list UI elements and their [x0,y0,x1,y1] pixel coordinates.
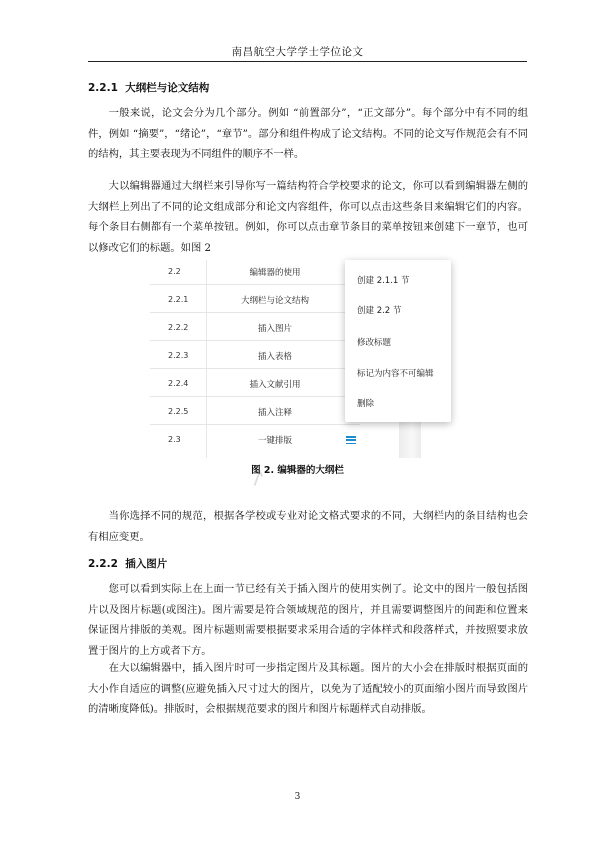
page-number: 3 [294,792,301,802]
outline-row-number: 2.2 [168,267,181,276]
watermark-mark: ↗ [243,463,271,494]
figure-caption: 图 2. 编辑器的大纲栏 [251,465,344,476]
outline-row-number: 2.2.1 [168,295,189,304]
page-header: 南昌航空大学学士学位论文 [231,46,364,58]
outline-row-number: 2.3 [168,435,181,444]
menu-item-delete[interactable]: 删除 [357,399,375,409]
outline-row-number: 2.2.3 [168,351,189,360]
paragraph-2: 大以编辑器通过大纲栏来引导你写一篇结构符合学校要求的论文，你可以看到编辑器左侧的大纲栏上列出了不同的论文组成部分和论文内容组件，你可以点击这些条目来编辑它们的内容。每个条目右侧都有一个菜单按钮。例如，你可以点击章节条目的菜单按钮来创建下一章节，也可以修改它们的标题。如图 2 [88,180,528,254]
paragraph-3: 当你选择不同的规范，根据各学校或专业对论文格式要求的不同，大纲栏内的条目结构也会有相应变更。 [88,510,528,543]
outline-row-title: 插入文献引用 [249,380,301,390]
outline-row[interactable] [150,288,360,313]
outline-row-title: 插入图片 [257,324,292,334]
section-number: 2.2.2 [88,558,118,570]
menu-item-create-section[interactable]: 创建 2.2 节 [357,306,402,316]
header-rule [88,61,527,62]
outline-row[interactable] [150,372,360,397]
menu-item-lock-content[interactable]: 标记为内容不可编辑 [357,369,434,379]
outline-row-title: 插入表格 [257,352,292,362]
outline-panel [150,260,360,458]
outline-row[interactable] [150,260,360,285]
outline-row-title: 大纲栏与论文结构 [240,296,309,306]
context-menu [345,260,451,422]
section-title: 大纲栏与论文结构 [125,82,210,94]
outline-figure [150,260,462,458]
outline-row-title: 编辑器的使用 [249,268,301,278]
section-heading-2-2-1 [88,80,209,95]
outline-row-title: 插入注释 [257,408,292,418]
outline-row[interactable] [150,400,360,425]
outline-row-number: 2.2.4 [168,379,189,388]
section-heading-2-2-2 [88,556,167,571]
menu-list-icon[interactable] [346,436,356,444]
menu-item-create-subsection[interactable]: 创建 2.1.1 节 [357,276,410,286]
outline-row-number: 2.2.2 [168,323,189,332]
outline-row[interactable] [150,316,360,341]
paragraph-1: 一般来说，论文会分为几个部分。例如 “前置部分”，“正文部分”。每个部分中有不同的组件，例如 “摘要”，“绪论”，“章节”。部分和组件构成了论文结构。不同的论文写作规范会有不同的结构，其主要表现为不同组件的顺序不一样。 [88,107,528,160]
section-title: 插入图片 [125,558,168,570]
menu-item-rename[interactable]: 修改标题 [357,338,392,348]
paragraph-5: 在大以编辑器中，插入图片时可一步指定图片及其标题。图片的大小会在排版时根据页面的大小作自适应的调整(应避免插入尺寸过大的图片，以免为了适配较小的页面缩小图片而导致图片的清晰度降低)。排版时，会根据规范要求的图片和图片标题样式自动排版。 [88,662,528,715]
scroll-shadow [399,422,421,458]
outline-row[interactable] [150,428,360,452]
outline-row-title: 一键排版 [257,436,292,446]
section-number: 2.2.1 [88,82,118,94]
outline-row-number: 2.2.5 [168,407,189,416]
outline-row[interactable] [150,344,360,369]
paragraph-4: 您可以看到实际上在上面一节已经有关于插入图片的使用实例了。论文中的图片一般包括图片以及图片标题(或图注)。图片需要是符合领域规范的图片，并且需要调整图片的间距和位置来保证图片排版的美观。图片标题则需要根据要求采用合适的字体样式和段落样式，并按照要求放置于图片的上方或者下方。 [88,583,528,657]
